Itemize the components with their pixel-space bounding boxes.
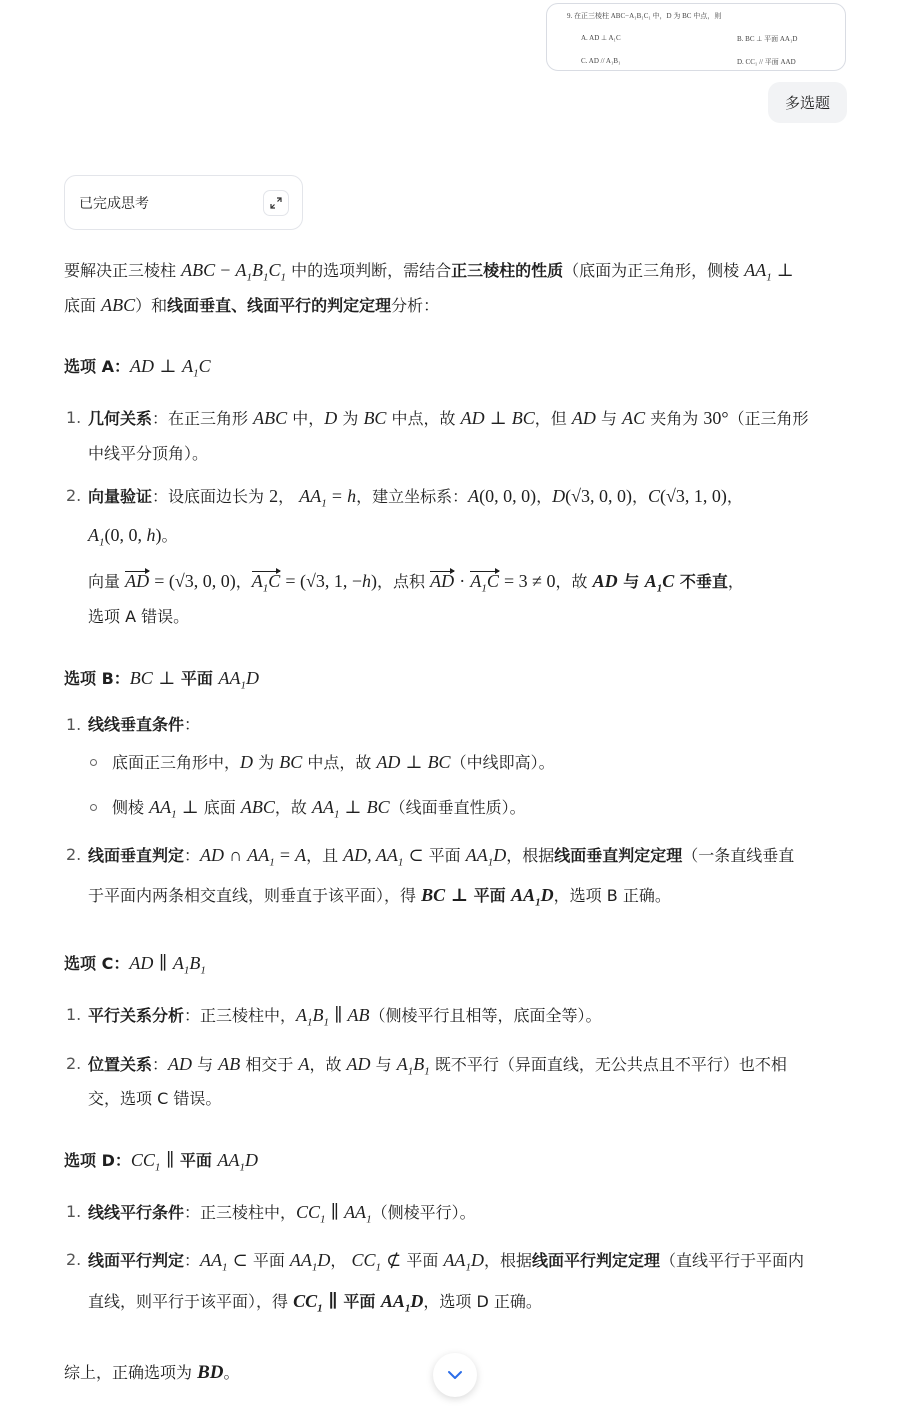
option-d-text: D. CC₁ // 平面 AAD bbox=[737, 58, 796, 66]
b-item-1-sub-2: 侧棱 $AA_1$ ⊥ 底面 ABC，故 $AA_1$ ⊥ BC（线面垂直性质）。 bbox=[112, 797, 526, 821]
a-item-2-line-3: 向量 AD = (√3, 0, 0)，$A_1C = (√3$, 1, −h)，点积 AD · $A_1C = 3 \ne 0$，故 AD 与 $A_1C$ 不垂直， bbox=[88, 569, 744, 601]
intro-line-1: 要解决正三棱柱 ABC − $A_1B_1C_1$ 中的选项判断，需结合正三棱柱的性质（底面为正三角形，侧棱 $AA_1$ ⊥ bbox=[64, 260, 794, 284]
scroll-down-button[interactable] bbox=[433, 1353, 477, 1397]
a-item-2-line-4: 选项 A 错误。 bbox=[88, 607, 190, 626]
option-b-text: B. BC ⊥ 平面 AA₁D bbox=[737, 35, 798, 43]
expand-icon[interactable] bbox=[263, 190, 289, 216]
section-d-heading: 选项 D：$CC_1$ ∥ 平面 $AA_1D$ bbox=[64, 1150, 258, 1174]
a-item-1-line-2: 中线平分顶角）。 bbox=[88, 444, 209, 463]
chevron-down-icon bbox=[447, 1370, 463, 1380]
thinking-panel[interactable] bbox=[64, 175, 303, 230]
multi-choice-tag[interactable]: 多选题 bbox=[768, 82, 847, 123]
conclusion: 综上，正确选项为 BD。 bbox=[64, 1362, 240, 1383]
c-item-1: 平行关系分析：正三棱柱中，$A_1B_1$ ∥ AB（侧棱平行且相等，底面全等）。 bbox=[88, 1005, 602, 1029]
final-answer: BD bbox=[197, 1362, 224, 1383]
b-item-2-line-2: 于平面内两条相交直线，则垂直于该平面），得 BC ⊥ 平面 $AA_1D$，选项 B 正确。 bbox=[88, 885, 671, 909]
c-item-2-line-1: 位置关系：AD 与 AB 相交于 A，故 AD 与 $A_1B_1$ 既不平行（异面直线，无公共点且不平行）也不相 bbox=[88, 1054, 787, 1078]
b-item-1: 线线垂直条件： bbox=[88, 715, 201, 734]
option-a-text: A. AD ⊥ A₁C bbox=[581, 34, 621, 42]
question-text: 9. 在正三棱柱 ABC−A₁B₁C₁ 中，D 为 BC 中点，则 bbox=[567, 12, 722, 20]
option-c-text: C. AD // A₁B₁ bbox=[581, 57, 621, 65]
section-b-heading: 选项 B：BC ⊥ 平面 $AA_1D$ bbox=[64, 668, 259, 692]
section-a-heading: 选项 A：AD ⊥ $A_1C$ bbox=[64, 356, 211, 380]
intro-line-2: 底面 ABC）和线面垂直、线面平行的判定定理分析： bbox=[64, 295, 440, 315]
d-item-2-line-2: 直线，则平行于该平面），得 $CC_1$ ∥ 平面 $AA_1D$，选项 D 正确。 bbox=[88, 1291, 542, 1315]
b-item-2-line-1: 线面垂直判定：AD ∩ $AA_1 = A$，且 AD, $AA_1$ ⊂ 平面 $AA_1D$，根据线面垂直判定定理（一条直线垂直 bbox=[88, 845, 795, 869]
a-item-2-line-2: $A_1(0$, 0, h)。 bbox=[88, 525, 178, 549]
d-item-2-line-1: 线面平行判定：$AA_1$ ⊂ 平面 $AA_1D$， $CC_1$ ⊄ 平面 $AA_1D$，根据线面平行判定定理（直线平行于平面内 bbox=[88, 1250, 804, 1274]
a-item-1-line-1: 几何关系：在正三角形 ABC 中，D 为 BC 中点，故 AD ⊥ BC，但 AD 与 AC 夹角为 30°（正三角形 bbox=[88, 408, 809, 428]
a-item-2-line-1: 向量验证：设底面边长为 2， $AA_1 = h$，建立坐标系：A(0, 0, 0)，D(√3, 0, 0)，C(√3, 1, 0)， bbox=[88, 486, 743, 510]
section-c-heading: 选项 C：AD ∥ $A_1B_1$ bbox=[64, 953, 206, 977]
question-image[interactable] bbox=[546, 3, 846, 71]
d-item-1: 线线平行条件：正三棱柱中，$CC_1$ ∥ $AA_1$（侧棱平行）。 bbox=[88, 1202, 476, 1226]
b-item-1-sub-1: 底面正三角形中，D 为 BC 中点，故 AD ⊥ BC（中线即高）。 bbox=[112, 752, 555, 772]
c-item-2-line-2: 交，选项 C 错误。 bbox=[88, 1089, 222, 1108]
thinking-label: 已完成思考 bbox=[79, 195, 149, 212]
